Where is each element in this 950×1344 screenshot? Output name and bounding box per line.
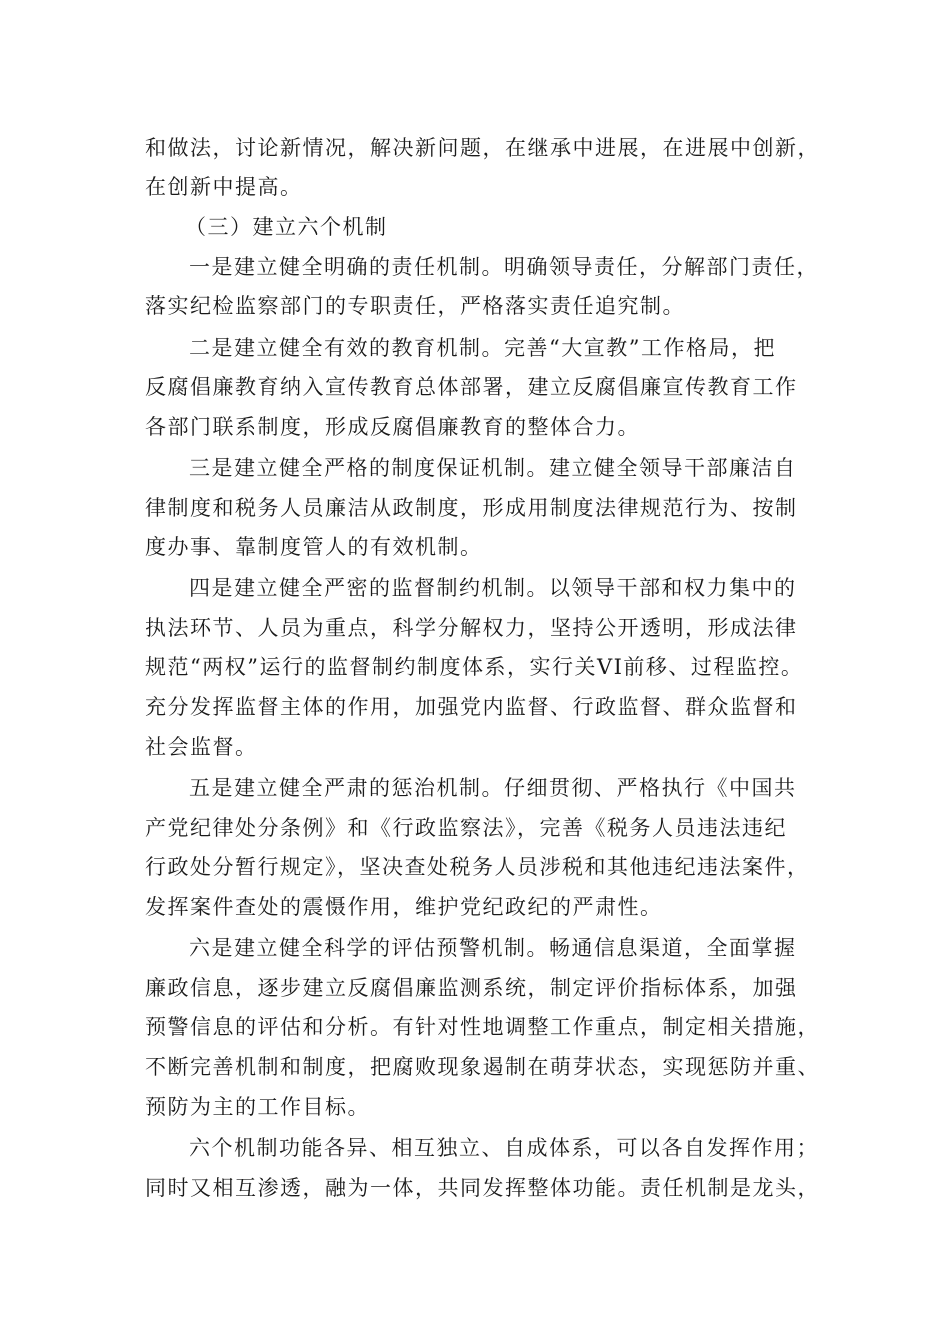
text-line: 二是建立健全有效的教育机制。完善“大宣教”工作格局，把 (189, 336, 776, 360)
text-line: 一是建立健全明确的责任机制。明确领导责任，分解部门责任， (189, 255, 819, 279)
text-line: 规范“两权”运行的监督制约制度体系，实行关VI前移、过程监控。 (145, 655, 804, 679)
text-line: 发挥案件查处的震慑作用，维护党纪政纪的严肃性。 (145, 895, 663, 919)
text-line: 行政处分暂行规定》，坚决查处税务人员涉税和其他违纪违法案件， (145, 855, 810, 879)
text-line: 六个机制功能各异、相互独立、自成体系，可以各自发挥作用； (189, 1136, 819, 1160)
text-line: 四是建立健全严密的监督制约机制。以领导干部和权力集中的 (189, 576, 797, 600)
text-line: 不断完善机制和制度，把腐败现象遏制在萌芽状态，实现惩防并重、 (145, 1055, 820, 1079)
text-line: 度办事、靠制度管人的有效机制。 (145, 535, 483, 559)
text-line: 反腐倡廉教育纳入宣传教育总体部署，建立反腐倡廉宣传教育工作 (145, 375, 798, 399)
text-line: 五是建立健全严肃的惩治机制。仔细贯彻、严格执行《中国共 (189, 776, 797, 800)
text-line: 落实纪检监察部门的专职责任，严格落实责任追究制。 (145, 294, 685, 318)
text-line: 预防为主的工作目标。 (145, 1095, 370, 1119)
text-line: 充分发挥监督主体的作用，加强党内监督、行政监督、群众监督和 (145, 695, 798, 719)
text-line: 执法环节、人员为重点，科学分解权力，坚持公开透明，形成法律 (145, 616, 798, 640)
text-line: 三是建立健全严格的制度保证机制。建立健全领导干部廉洁自 (189, 456, 797, 480)
text-line: 社会监督。 (145, 735, 258, 759)
text-line: 廉政信息，逐步建立反腐倡廉监测系统，制定评价指标体系，加强 (145, 976, 798, 1000)
text-line: 和做法，讨论新情况，解决新问题，在继承中进展，在进展中创新， (145, 136, 820, 160)
text-line: 同时又相互渗透，融为一体，共同发挥整体功能。责任机制是龙头， (145, 1176, 820, 1200)
text-line: 律制度和税务人员廉洁从政制度，形成用制度法律规范行为、按制 (145, 496, 798, 520)
text-line: 六是建立健全科学的评估预警机制。畅通信息渠道，全面掌握 (189, 936, 797, 960)
text-line: 各部门联系制度，形成反腐倡廉教育的整体合力。 (145, 415, 640, 439)
text-line: 产党纪律处分条例》和《行政监察法》，完善《税务人员违法违纪 (145, 816, 787, 840)
text-line: 在创新中提高。 (145, 175, 303, 199)
section-heading: （三）建立六个机制 (185, 215, 388, 239)
text-line: 预警信息的评估和分析。有针对性地调整工作重点，制定相关措施， (145, 1015, 820, 1039)
